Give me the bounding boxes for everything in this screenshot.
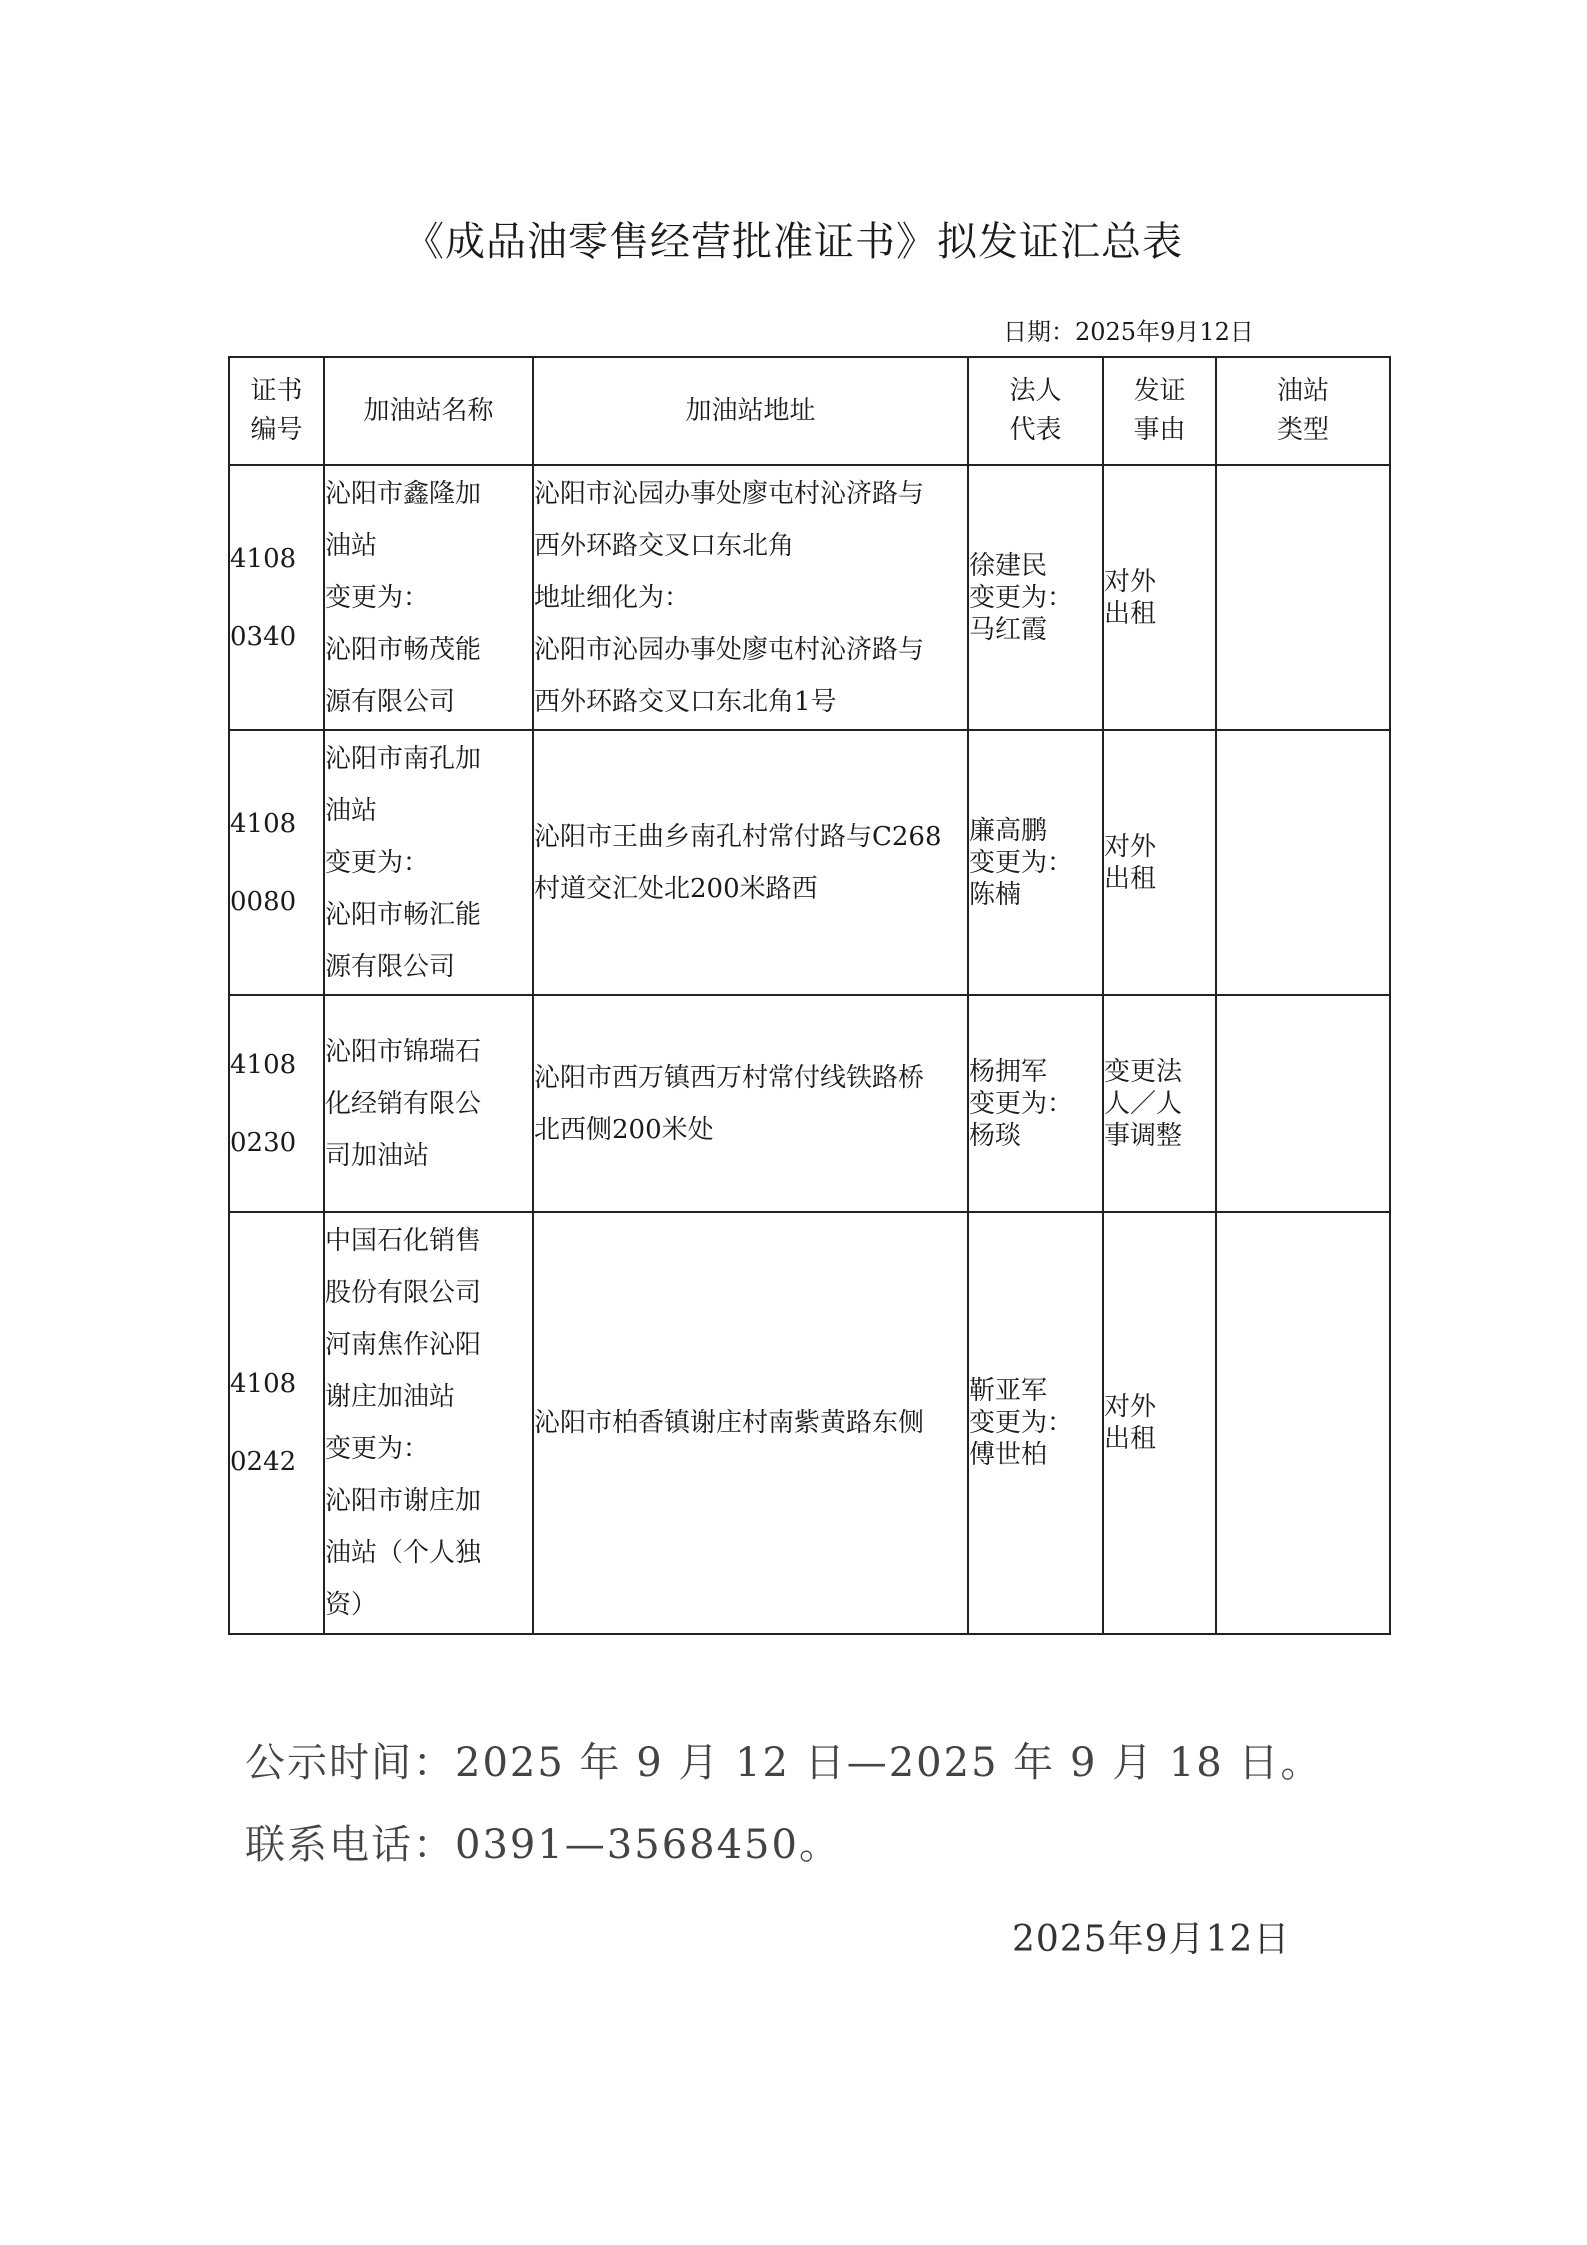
station-name-cell	[324, 1212, 533, 1634]
station-name-line: 变更为：	[325, 847, 430, 878]
address-line: 沁阳市柏香镇谢庄村南紫黄路东侧	[534, 1408, 925, 1438]
header-cert-no	[229, 357, 324, 465]
legal-rep-line: 变更为：	[969, 1408, 1074, 1438]
cert-no-cell	[229, 995, 324, 1212]
cert-no-part: 0242	[230, 1447, 297, 1477]
legal-rep-line: 傅世柏	[969, 1440, 1048, 1470]
table-row	[229, 465, 1390, 730]
reason-line: 人／人	[1104, 1088, 1183, 1119]
station-name-line: 司加油站	[325, 1140, 430, 1171]
station-name-cell	[324, 730, 533, 995]
cert-no-part: 0340	[230, 621, 297, 652]
header-cert-no-line: 证书	[250, 376, 303, 406]
address-line: 沁阳市王曲乡南孔村常付路与C268	[534, 821, 942, 852]
reason-line: 变更法	[1104, 1056, 1183, 1087]
legal-rep-cell	[968, 730, 1103, 995]
table-row	[229, 730, 1390, 995]
header-legal-rep-line: 代表	[1009, 415, 1062, 445]
legal-rep-line: 变更为：	[969, 847, 1074, 878]
legal-rep-line: 廉高鹏	[969, 815, 1048, 846]
document-title: 《成品油零售经营批准证书》拟发证汇总表	[404, 219, 1183, 265]
station-name-line: 变更为：	[325, 582, 430, 613]
legal-rep-line: 杨琰	[969, 1120, 1022, 1151]
header-station-type	[1216, 357, 1390, 465]
station-address-cell	[533, 465, 968, 730]
station-name-line: 沁阳市畅茂能	[325, 634, 482, 665]
station-address-cell	[533, 1212, 968, 1634]
address-line: 地址细化为：	[534, 582, 691, 613]
station-name-line: 油站（个人独	[325, 1538, 482, 1568]
address-line: 西外环路交叉口东北角	[534, 530, 795, 561]
cert-no-part: 0080	[230, 886, 297, 917]
station-name-line: 谢庄加油站	[325, 1382, 456, 1412]
legal-rep-line: 杨拥军	[969, 1056, 1048, 1087]
station-name-line: 沁阳市畅汇能	[325, 899, 482, 930]
reason-line: 对外	[1104, 566, 1157, 597]
cert-no-part: 4108	[230, 1049, 297, 1080]
station-type-cell	[1216, 730, 1390, 995]
station-name-line: 变更为：	[325, 1434, 430, 1464]
legal-rep-cell	[968, 1212, 1103, 1634]
header-legal-rep-line: 法人	[1009, 376, 1062, 406]
station-type-cell	[1216, 465, 1390, 730]
cert-no-cell	[229, 465, 324, 730]
address-line: 北西侧200米处	[534, 1114, 714, 1145]
reason-line: 对外	[1104, 831, 1157, 862]
issue-reason-cell	[1103, 995, 1216, 1212]
address-line: 沁阳市西万镇西万村常付线铁路桥	[534, 1062, 925, 1093]
station-name-line: 油站	[325, 795, 378, 826]
cert-no-part: 4108	[230, 1369, 297, 1399]
legal-rep-cell	[968, 995, 1103, 1212]
station-name-line: 沁阳市南孔加	[325, 743, 482, 774]
legal-rep-line: 变更为：	[969, 1088, 1074, 1119]
reason-line: 事调整	[1104, 1120, 1183, 1151]
reason-line: 出租	[1104, 863, 1157, 894]
date-line: 日期：2025年9月12日	[1003, 318, 1254, 346]
reason-line: 出租	[1104, 598, 1157, 629]
header-station-address: 加油站地址	[533, 357, 968, 465]
reason-line: 对外	[1104, 1392, 1157, 1422]
station-name-line: 中国石化销售	[325, 1226, 482, 1256]
station-address-cell	[533, 995, 968, 1212]
station-address-cell	[533, 730, 968, 995]
legal-rep-line: 徐建民	[969, 550, 1048, 581]
legal-rep-line: 变更为：	[969, 582, 1074, 613]
header-station-type-line: 油站	[1276, 376, 1329, 406]
contact-phone: 联系电话：0391—3568450。	[245, 1822, 841, 1868]
header-issue-reason	[1103, 357, 1216, 465]
address-line: 沁阳市沁园办事处廖屯村沁济路与	[534, 478, 925, 509]
address-line: 沁阳市沁园办事处廖屯村沁济路与	[534, 634, 925, 665]
table-header-row	[229, 357, 1390, 465]
station-name-line: 源有限公司	[325, 951, 456, 982]
header-issue-reason-line: 事由	[1133, 415, 1186, 445]
station-name-line: 化经销有限公	[325, 1088, 482, 1119]
header-legal-rep	[968, 357, 1103, 465]
reason-line: 出租	[1104, 1424, 1157, 1454]
station-name-line: 沁阳市鑫隆加	[325, 478, 482, 509]
station-name-line: 源有限公司	[325, 686, 456, 717]
address-line: 西外环路交叉口东北角1号	[534, 686, 837, 717]
legal-rep-line: 靳亚军	[969, 1376, 1048, 1406]
header-issue-reason-line: 发证	[1133, 376, 1186, 406]
cert-no-part: 4108	[230, 808, 297, 839]
issue-reason-cell	[1103, 465, 1216, 730]
station-name-cell	[324, 995, 533, 1212]
cert-no-cell	[229, 1212, 324, 1634]
station-name-cell	[324, 465, 533, 730]
station-name-line: 河南焦作沁阳	[325, 1330, 482, 1360]
cert-no-part: 0230	[230, 1127, 297, 1158]
station-type-cell	[1216, 1212, 1390, 1634]
notice-period: 公示时间：2025 年 9 月 12 日—2025 年 9 月 18 日。	[245, 1740, 1323, 1786]
station-name-line: 资）	[325, 1590, 378, 1620]
header-station-name: 加油站名称	[324, 357, 533, 465]
issue-reason-cell	[1103, 1212, 1216, 1634]
address-line: 村道交汇处北200米路西	[534, 873, 818, 904]
certificate-summary-table	[228, 356, 1391, 1635]
cert-no-part: 4108	[230, 543, 297, 574]
issue-reason-cell	[1103, 730, 1216, 995]
cert-no-cell	[229, 730, 324, 995]
station-type-cell	[1216, 995, 1390, 1212]
station-name-line: 沁阳市谢庄加	[325, 1486, 482, 1516]
legal-rep-line: 马红霞	[969, 614, 1048, 645]
header-station-type-line: 类型	[1276, 415, 1329, 445]
sign-date: 2025年9月12日	[1012, 1919, 1291, 1960]
station-name-line: 油站	[325, 530, 378, 561]
legal-rep-cell	[968, 465, 1103, 730]
station-name-line: 沁阳市锦瑞石	[325, 1036, 482, 1067]
station-name-line: 股份有限公司	[325, 1278, 482, 1308]
header-cert-no-line: 编号	[250, 415, 303, 445]
table-row	[229, 1212, 1390, 1634]
table-row	[229, 995, 1390, 1212]
legal-rep-line: 陈楠	[969, 879, 1022, 910]
